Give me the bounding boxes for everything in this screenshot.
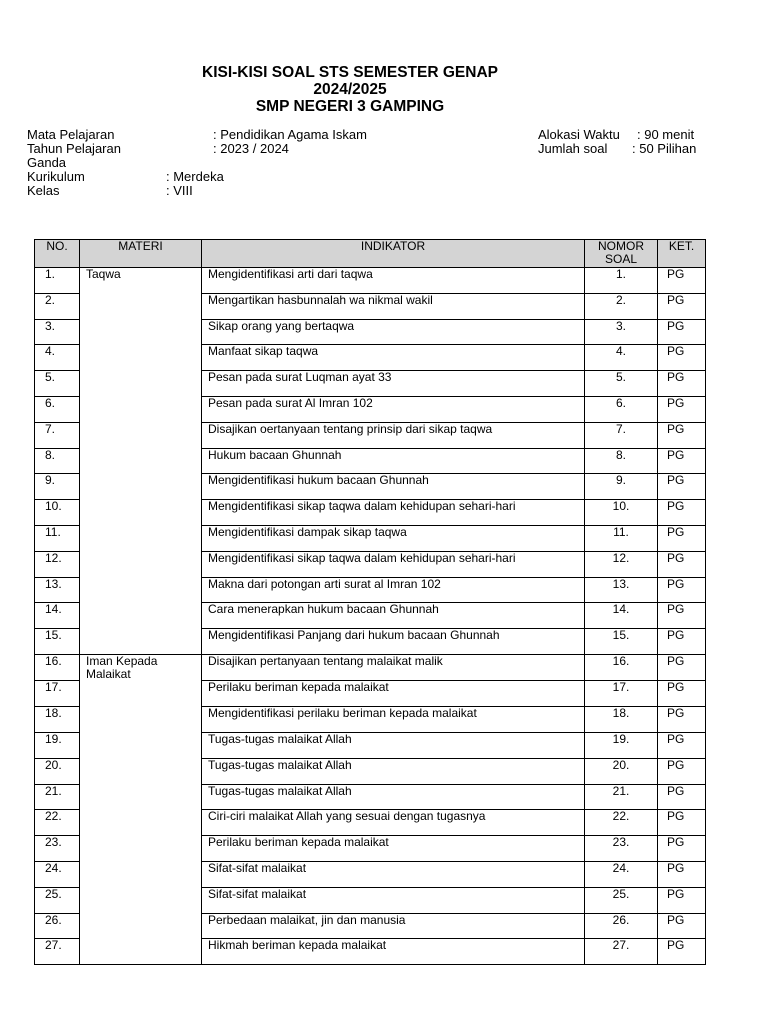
row-materi <box>80 629 202 655</box>
row-materi <box>80 371 202 397</box>
row-materi <box>80 707 202 733</box>
table-row <box>35 345 706 371</box>
row-materi <box>80 913 202 939</box>
row-materi <box>80 939 202 965</box>
row-number: 17. <box>35 681 80 707</box>
row-indikator: Sifat-sifat malaikat <box>202 862 585 888</box>
row-nomor-soal: 5. <box>585 371 658 397</box>
row-nomor-soal: 19. <box>585 733 658 759</box>
row-nomor-soal: 2. <box>585 293 658 319</box>
row-nomor-soal: 23. <box>585 836 658 862</box>
table-row <box>35 733 706 759</box>
row-indikator: Disajikan oertanyaan tentang prinsip dari sikap taqwa <box>202 422 585 448</box>
row-indikator: Pesan pada surat Luqman ayat 33 <box>202 371 585 397</box>
table-row <box>35 784 706 810</box>
row-materi <box>80 887 202 913</box>
row-indikator: Mengidentifikasi Panjang dari hukum bacaan Ghunnah <box>202 629 585 655</box>
row-indikator: Perilaku beriman kepada malaikat <box>202 681 585 707</box>
row-ket: PG <box>658 939 706 965</box>
row-ket: PG <box>658 681 706 707</box>
row-indikator: Mengidentifikasi sikap taqwa dalam kehidupan sehari-hari <box>202 500 585 526</box>
row-indikator: Cara menerapkan hukum bacaan Ghunnah <box>202 603 585 629</box>
row-number: 21. <box>35 784 80 810</box>
row-number: 8. <box>35 448 80 474</box>
table-row <box>35 474 706 500</box>
header-ket: KET. <box>658 240 706 268</box>
row-number: 20. <box>35 758 80 784</box>
row-indikator: Mengidentifikasi arti dari taqwa <box>202 268 585 294</box>
table-row <box>35 629 706 655</box>
row-ket: PG <box>658 268 706 294</box>
row-ket: PG <box>658 913 706 939</box>
row-materi <box>80 525 202 551</box>
table-row <box>35 939 706 965</box>
mata-pelajaran-label: Mata Pelajaran <box>27 127 115 142</box>
row-nomor-soal: 6. <box>585 396 658 422</box>
row-number: 6. <box>35 396 80 422</box>
row-indikator: Mengartikan hasbunnalah wa nikmal wakil <box>202 293 585 319</box>
row-materi <box>80 784 202 810</box>
row-nomor-soal: 18. <box>585 707 658 733</box>
school-name: SMP NEGERI 3 GAMPING <box>255 98 445 115</box>
document-year: 2024/2025 <box>313 81 387 98</box>
row-ket: PG <box>658 758 706 784</box>
row-indikator: Makna dari potongan arti surat al Imran 102 <box>202 577 585 603</box>
row-indikator: Ciri-ciri malaikat Allah yang sesuai dengan tugasnya <box>202 810 585 836</box>
row-ket: PG <box>658 887 706 913</box>
row-ket: PG <box>658 319 706 345</box>
row-ket: PG <box>658 448 706 474</box>
row-nomor-soal: 17. <box>585 681 658 707</box>
header-nomor-soal: NOMOR SOAL <box>585 240 658 268</box>
row-ket: PG <box>658 862 706 888</box>
row-materi <box>80 836 202 862</box>
table-row <box>35 577 706 603</box>
row-number: 10. <box>35 500 80 526</box>
row-indikator: Mengidentifikasi sikap taqwa dalam kehidupan sehari-hari <box>202 551 585 577</box>
row-number: 18. <box>35 707 80 733</box>
row-indikator: Sifat-sifat malaikat <box>202 887 585 913</box>
row-indikator: Mengidentifikasi dampak sikap taqwa <box>202 525 585 551</box>
row-nomor-soal: 20. <box>585 758 658 784</box>
row-ket: PG <box>658 784 706 810</box>
kurikulum-value: : Merdeka <box>166 169 224 184</box>
row-indikator: Hikmah beriman kepada malaikat <box>202 939 585 965</box>
row-nomor-soal: 22. <box>585 810 658 836</box>
header-indikator: INDIKATOR <box>202 240 585 268</box>
row-number: 19. <box>35 733 80 759</box>
row-number: 26. <box>35 913 80 939</box>
row-indikator: Mengidentifikasi perilaku beriman kepada malaikat <box>202 707 585 733</box>
row-ket: PG <box>658 474 706 500</box>
row-indikator: Mengidentifikasi hukum bacaan Ghunnah <box>202 474 585 500</box>
row-ket: PG <box>658 525 706 551</box>
document-title: KISI-KISI SOAL STS SEMESTER GENAP <box>202 64 498 81</box>
row-indikator: Perbedaan malaikat, jin dan manusia <box>202 913 585 939</box>
table-row <box>35 836 706 862</box>
row-materi <box>80 758 202 784</box>
row-materi <box>80 345 202 371</box>
row-indikator: Manfaat sikap taqwa <box>202 345 585 371</box>
row-ket: PG <box>658 371 706 397</box>
row-nomor-soal: 12. <box>585 551 658 577</box>
row-number: 9. <box>35 474 80 500</box>
kelas-value: : VIII <box>166 183 193 198</box>
row-nomor-soal: 1. <box>585 268 658 294</box>
row-number: 22. <box>35 810 80 836</box>
row-ket: PG <box>658 810 706 836</box>
row-indikator: Disajikan pertanyaan tentang malaikat malik <box>202 654 585 681</box>
row-ket: PG <box>658 577 706 603</box>
table-row <box>35 810 706 836</box>
row-indikator: Hukum bacaan Ghunnah <box>202 448 585 474</box>
row-materi: Iman Kepada Malaikat <box>80 654 202 681</box>
row-number: 2. <box>35 293 80 319</box>
table-row <box>35 448 706 474</box>
row-ket: PG <box>658 422 706 448</box>
row-number: 16. <box>35 654 80 681</box>
row-indikator: Sikap orang yang bertaqwa <box>202 319 585 345</box>
row-nomor-soal: 9. <box>585 474 658 500</box>
table-row <box>35 862 706 888</box>
table-row <box>35 707 706 733</box>
table-row <box>35 887 706 913</box>
table-row <box>35 551 706 577</box>
row-nomor-soal: 25. <box>585 887 658 913</box>
alokasi-waktu-label: Alokasi Waktu <box>538 127 620 142</box>
row-number: 1. <box>35 268 80 294</box>
row-nomor-soal: 3. <box>585 319 658 345</box>
kurikulum-label: Kurikulum <box>27 169 85 184</box>
table-row <box>35 654 706 681</box>
row-materi <box>80 810 202 836</box>
row-materi <box>80 448 202 474</box>
row-nomor-soal: 10. <box>585 500 658 526</box>
row-ket: PG <box>658 629 706 655</box>
table-row <box>35 293 706 319</box>
row-nomor-soal: 26. <box>585 913 658 939</box>
table-row <box>35 422 706 448</box>
jumlah-soal-value: : 50 Pilihan <box>632 141 697 156</box>
table-row <box>35 268 706 294</box>
row-nomor-soal: 14. <box>585 603 658 629</box>
row-nomor-soal: 15. <box>585 629 658 655</box>
row-nomor-soal: 13. <box>585 577 658 603</box>
row-number: 23. <box>35 836 80 862</box>
row-nomor-soal: 24. <box>585 862 658 888</box>
table-row <box>35 371 706 397</box>
row-ket: PG <box>658 707 706 733</box>
row-materi <box>80 733 202 759</box>
row-number: 24. <box>35 862 80 888</box>
header-materi: MATERI <box>80 240 202 268</box>
row-ket: PG <box>658 551 706 577</box>
table-row <box>35 603 706 629</box>
row-ket: PG <box>658 500 706 526</box>
row-indikator: Tugas-tugas malaikat Allah <box>202 784 585 810</box>
row-ket: PG <box>658 733 706 759</box>
table-row <box>35 681 706 707</box>
row-ket: PG <box>658 345 706 371</box>
table-row <box>35 758 706 784</box>
row-materi <box>80 681 202 707</box>
row-number: 14. <box>35 603 80 629</box>
row-materi <box>80 474 202 500</box>
table-row <box>35 396 706 422</box>
row-nomor-soal: 21. <box>585 784 658 810</box>
row-number: 5. <box>35 371 80 397</box>
row-ket: PG <box>658 603 706 629</box>
row-indikator: Perilaku beriman kepada malaikat <box>202 836 585 862</box>
header-no: NO. <box>35 240 80 268</box>
row-indikator: Tugas-tugas malaikat Allah <box>202 733 585 759</box>
row-materi <box>80 577 202 603</box>
row-ket: PG <box>658 836 706 862</box>
kisi-kisi-table <box>34 239 706 965</box>
row-number: 12. <box>35 551 80 577</box>
table-row <box>35 500 706 526</box>
row-materi <box>80 862 202 888</box>
mata-pelajaran-value: : Pendidikan Agama Iskam <box>213 127 367 142</box>
row-materi <box>80 396 202 422</box>
table-body <box>35 268 706 965</box>
alokasi-waktu-value: : 90 menit <box>637 127 695 142</box>
row-nomor-soal: 7. <box>585 422 658 448</box>
row-nomor-soal: 8. <box>585 448 658 474</box>
row-number: 25. <box>35 887 80 913</box>
row-materi <box>80 422 202 448</box>
table-row <box>35 525 706 551</box>
row-ket: PG <box>658 654 706 681</box>
row-number: 15. <box>35 629 80 655</box>
table-header-row <box>35 240 706 268</box>
row-nomor-soal: 11. <box>585 525 658 551</box>
row-indikator: Tugas-tugas malaikat Allah <box>202 758 585 784</box>
table-row <box>35 319 706 345</box>
row-number: 3. <box>35 319 80 345</box>
row-number: 27. <box>35 939 80 965</box>
row-nomor-soal: 27. <box>585 939 658 965</box>
row-materi <box>80 293 202 319</box>
row-number: 11. <box>35 525 80 551</box>
jumlah-soal-label: Jumlah soal <box>538 141 608 156</box>
row-materi <box>80 551 202 577</box>
row-number: 7. <box>35 422 80 448</box>
row-ket: PG <box>658 396 706 422</box>
tahun-pelajaran-value: : 2023 / 2024 <box>213 141 289 156</box>
row-materi <box>80 319 202 345</box>
table-row <box>35 913 706 939</box>
row-ket: PG <box>658 293 706 319</box>
tahun-pelajaran-label: Tahun Pelajaran <box>27 141 121 156</box>
row-nomor-soal: 4. <box>585 345 658 371</box>
row-number: 4. <box>35 345 80 371</box>
ganda-overflow-text: Ganda <box>27 155 67 170</box>
kelas-label: Kelas <box>27 183 60 198</box>
row-materi <box>80 500 202 526</box>
row-indikator: Pesan pada surat Al Imran 102 <box>202 396 585 422</box>
row-materi: Taqwa <box>80 268 202 294</box>
row-nomor-soal: 16. <box>585 654 658 681</box>
row-number: 13. <box>35 577 80 603</box>
row-materi <box>80 603 202 629</box>
